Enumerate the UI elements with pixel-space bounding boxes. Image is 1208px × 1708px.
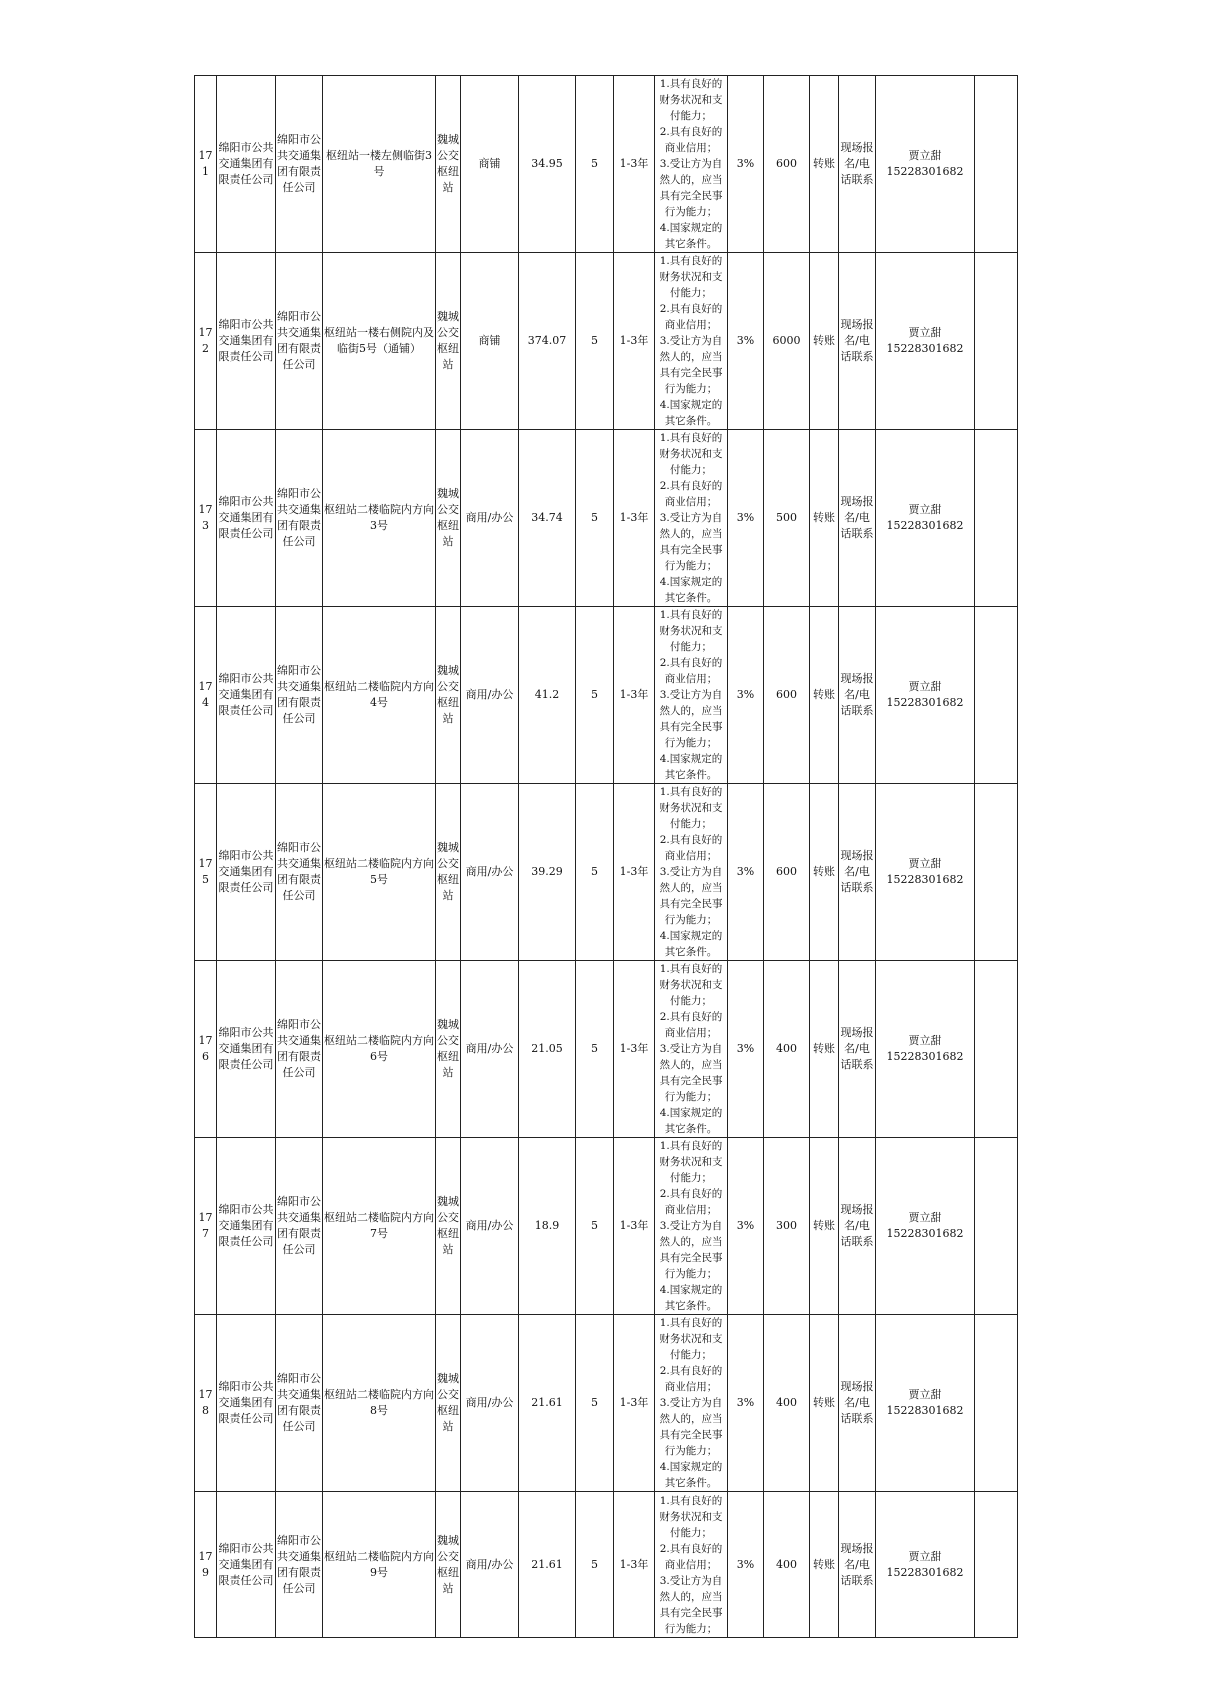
period-cell: 1-3年 — [614, 961, 655, 1138]
requirement-line: 具有完全民事 — [659, 898, 723, 910]
requirement-line: 其它条件。 — [664, 946, 718, 958]
requirement-line: 商业信用； — [664, 1558, 718, 1571]
contact-name: 贾立甜 — [908, 857, 942, 870]
note-cell — [975, 253, 1018, 430]
requirement-line: 财务状况和支 — [659, 448, 723, 460]
transferor-cell: 绵阳市公共交通集团有限责任公司 — [217, 1315, 276, 1492]
contact-phone: 15228301682 — [886, 519, 964, 532]
transferor-cell: 绵阳市公共交通集团有限责任公司 — [217, 784, 276, 961]
requirement-line: 商业信用； — [664, 850, 718, 862]
rate-cell: 3% — [728, 76, 764, 253]
requirement-line: 商业信用； — [664, 319, 718, 331]
rate-cell: 3% — [728, 1315, 764, 1492]
area-cell: 34.95 — [519, 76, 576, 253]
requirement-line: 3.受让方为自 — [659, 1574, 723, 1587]
contact-cell — [876, 784, 975, 961]
period-cell: 1-3年 — [614, 76, 655, 253]
usage-cell: 商用/办公 — [461, 430, 519, 607]
requirement-line: 3.受让方为自 — [659, 1043, 723, 1055]
usage-cell: 商用/办公 — [461, 607, 519, 784]
row-number-cell: 177 — [195, 1138, 217, 1315]
table-row — [195, 253, 1018, 430]
requirement-line: 1.具有良好的 — [659, 609, 723, 621]
lease-term-cell: 5 — [576, 1315, 614, 1492]
requirements-cell — [655, 1315, 728, 1492]
contact-cell — [876, 961, 975, 1138]
area-cell: 21.05 — [519, 961, 576, 1138]
requirement-line: 具有完全民事 — [659, 190, 723, 202]
requirements-cell — [655, 1138, 728, 1315]
contact-name: 贾立甜 — [908, 680, 942, 693]
payment-method-cell: 转账 — [810, 961, 839, 1138]
requirements-cell — [655, 76, 728, 253]
area-cell: 39.29 — [519, 784, 576, 961]
period-cell: 1-3年 — [614, 1315, 655, 1492]
signup-method-cell: 现场报名/电话联系 — [839, 961, 876, 1138]
lease-term-cell: 5 — [576, 784, 614, 961]
owner-cell: 绵阳市公共交通集团有限责任公司 — [276, 430, 323, 607]
lease-term-cell: 5 — [576, 430, 614, 607]
requirement-line: 财务状况和支 — [659, 94, 723, 106]
requirement-line: 财务状况和支 — [659, 1156, 723, 1168]
requirement-line: 然人的，应当 — [659, 705, 723, 717]
requirement-line: 4.国家规定的 — [659, 399, 723, 411]
station-cell: 魏城公交枢纽站 — [436, 430, 461, 607]
requirement-line: 1.具有良好的 — [659, 1494, 723, 1507]
requirement-line: 其它条件。 — [664, 415, 718, 427]
requirements-cell — [655, 430, 728, 607]
note-cell — [975, 76, 1018, 253]
requirement-line: 4.国家规定的 — [659, 1107, 723, 1119]
row-number-cell: 174 — [195, 607, 217, 784]
requirement-line: 2.具有良好的 — [659, 1542, 723, 1555]
owner-cell: 绵阳市公共交通集团有限责任公司 — [276, 607, 323, 784]
contact-cell — [876, 1315, 975, 1492]
contact-name: 贾立甜 — [908, 1549, 942, 1563]
row-number-cell: 179 — [195, 1492, 217, 1638]
row-number-cell: 175 — [195, 784, 217, 961]
station-cell: 魏城公交枢纽站 — [436, 784, 461, 961]
signup-method-cell: 现场报名/电话联系 — [839, 1492, 876, 1638]
lease-term-cell: 5 — [576, 253, 614, 430]
usage-cell: 商用/办公 — [461, 1315, 519, 1492]
requirement-line: 4.国家规定的 — [659, 222, 723, 234]
requirement-line: 然人的，应当 — [659, 528, 723, 540]
requirement-line: 2.具有良好的 — [659, 303, 723, 315]
requirement-line: 2.具有良好的 — [659, 657, 723, 669]
requirement-line: 行为能力； — [664, 206, 718, 218]
row-number-cell: 171 — [195, 76, 217, 253]
requirement-line: 商业信用； — [664, 1027, 718, 1039]
contact-cell — [876, 1138, 975, 1315]
requirement-line: 财务状况和支 — [659, 979, 723, 991]
rate-cell: 3% — [728, 253, 764, 430]
requirement-line: 然人的，应当 — [659, 351, 723, 363]
asset-location-cell: 枢纽站二楼临院内方向3号 — [323, 430, 436, 607]
lease-term-cell: 5 — [576, 1138, 614, 1315]
contact-name: 贾立甜 — [908, 1388, 942, 1401]
payment-method-cell: 转账 — [810, 607, 839, 784]
payment-method-cell: 转账 — [810, 1138, 839, 1315]
note-cell — [975, 1138, 1018, 1315]
station-cell: 魏城公交枢纽站 — [436, 961, 461, 1138]
requirement-line: 2.具有良好的 — [659, 1011, 723, 1023]
note-cell — [975, 607, 1018, 784]
deposit-cell: 400 — [764, 961, 810, 1138]
station-cell: 魏城公交枢纽站 — [436, 1492, 461, 1638]
note-cell — [975, 1315, 1018, 1492]
requirement-line: 1.具有良好的 — [659, 1317, 723, 1329]
row-number-cell: 172 — [195, 253, 217, 430]
deposit-cell: 6000 — [764, 253, 810, 430]
table-row — [195, 1138, 1018, 1315]
requirement-line: 具有完全民事 — [659, 1075, 723, 1087]
requirement-line: 财务状况和支 — [659, 625, 723, 637]
asset-location-cell: 枢纽站二楼临院内方向8号 — [323, 1315, 436, 1492]
requirements-cell — [655, 607, 728, 784]
transferor-cell: 绵阳市公共交通集团有限责任公司 — [217, 1138, 276, 1315]
table-row — [195, 961, 1018, 1138]
requirement-line: 4.国家规定的 — [659, 930, 723, 942]
requirements-cell — [655, 1492, 728, 1638]
payment-method-cell: 转账 — [810, 253, 839, 430]
requirement-line: 其它条件。 — [664, 592, 718, 604]
requirement-line: 财务状况和支 — [659, 271, 723, 283]
requirement-line: 3.受让方为自 — [659, 1397, 723, 1409]
requirement-line: 财务状况和支 — [659, 802, 723, 814]
rate-cell: 3% — [728, 1138, 764, 1315]
requirement-line: 具有完全民事 — [659, 1252, 723, 1264]
contact-name: 贾立甜 — [908, 326, 942, 339]
row-number-cell: 176 — [195, 961, 217, 1138]
requirement-line: 行为能力； — [664, 737, 718, 749]
requirement-line: 2.具有良好的 — [659, 1188, 723, 1200]
requirements-cell — [655, 784, 728, 961]
lease-term-cell: 5 — [576, 76, 614, 253]
requirement-line: 具有完全民事 — [659, 1429, 723, 1441]
contact-cell — [876, 253, 975, 430]
rate-cell: 3% — [728, 430, 764, 607]
owner-cell: 绵阳市公共交通集团有限责任公司 — [276, 961, 323, 1138]
requirement-line: 4.国家规定的 — [659, 1284, 723, 1296]
rate-cell: 3% — [728, 607, 764, 784]
requirement-line: 付能力； — [670, 1526, 712, 1539]
owner-cell: 绵阳市公共交通集团有限责任公司 — [276, 1138, 323, 1315]
asset-location-cell: 枢纽站二楼临院内方向7号 — [323, 1138, 436, 1315]
requirement-line: 付能力； — [670, 287, 712, 299]
requirement-line: 行为能力； — [664, 1622, 718, 1635]
requirement-line: 3.受让方为自 — [659, 335, 723, 347]
transferor-cell: 绵阳市公共交通集团有限责任公司 — [217, 961, 276, 1138]
requirement-line: 然人的，应当 — [659, 174, 723, 186]
requirement-line: 其它条件。 — [664, 769, 718, 781]
requirement-line: 然人的，应当 — [659, 882, 723, 894]
requirements-cell — [655, 253, 728, 430]
requirement-line: 付能力； — [670, 1172, 712, 1184]
station-cell: 魏城公交枢纽站 — [436, 253, 461, 430]
station-cell: 魏城公交枢纽站 — [436, 1315, 461, 1492]
rate-cell: 3% — [728, 1492, 764, 1638]
requirement-line: 其它条件。 — [664, 1477, 718, 1489]
signup-method-cell: 现场报名/电话联系 — [839, 784, 876, 961]
contact-phone: 15228301682 — [886, 1565, 964, 1579]
row-number-cell: 178 — [195, 1315, 217, 1492]
requirement-line: 行为能力； — [664, 383, 718, 395]
requirement-line: 具有完全民事 — [659, 1606, 723, 1619]
owner-cell: 绵阳市公共交通集团有限责任公司 — [276, 76, 323, 253]
contact-cell — [876, 607, 975, 784]
requirement-line: 其它条件。 — [664, 1300, 718, 1312]
owner-cell: 绵阳市公共交通集团有限责任公司 — [276, 784, 323, 961]
requirement-line: 付能力； — [670, 641, 712, 653]
transferor-cell: 绵阳市公共交通集团有限责任公司 — [217, 253, 276, 430]
requirement-line: 商业信用； — [664, 1381, 718, 1393]
table-row — [195, 76, 1018, 253]
requirement-line: 1.具有良好的 — [659, 786, 723, 798]
asset-location-cell: 枢纽站一楼左侧临街3号 — [323, 76, 436, 253]
requirement-line: 然人的，应当 — [659, 1413, 723, 1425]
rate-cell: 3% — [728, 961, 764, 1138]
requirement-line: 4.国家规定的 — [659, 1461, 723, 1473]
usage-cell: 商用/办公 — [461, 1138, 519, 1315]
requirement-line: 3.受让方为自 — [659, 1220, 723, 1232]
requirement-line: 1.具有良好的 — [659, 963, 723, 975]
requirement-line: 具有完全民事 — [659, 544, 723, 556]
requirement-line: 具有完全民事 — [659, 367, 723, 379]
requirement-line: 行为能力； — [664, 560, 718, 572]
lease-term-cell: 5 — [576, 607, 614, 784]
contact-phone: 15228301682 — [886, 873, 964, 886]
usage-cell: 商用/办公 — [461, 1492, 519, 1638]
requirement-line: 2.具有良好的 — [659, 126, 723, 138]
contact-phone: 15228301682 — [886, 696, 964, 709]
asset-location-cell: 枢纽站二楼临院内方向6号 — [323, 961, 436, 1138]
period-cell: 1-3年 — [614, 430, 655, 607]
area-cell: 21.61 — [519, 1315, 576, 1492]
requirement-line: 然人的，应当 — [659, 1590, 723, 1603]
contact-name: 贾立甜 — [908, 1034, 942, 1047]
payment-method-cell: 转账 — [810, 430, 839, 607]
transferor-cell: 绵阳市公共交通集团有限责任公司 — [217, 430, 276, 607]
table-row — [195, 607, 1018, 784]
requirement-line: 行为能力； — [664, 1091, 718, 1103]
requirement-line: 3.受让方为自 — [659, 512, 723, 524]
requirement-line: 商业信用； — [664, 1204, 718, 1216]
requirement-line: 4.国家规定的 — [659, 753, 723, 765]
area-cell: 34.74 — [519, 430, 576, 607]
contact-phone: 15228301682 — [886, 342, 964, 355]
station-cell: 魏城公交枢纽站 — [436, 76, 461, 253]
row-number-cell: 173 — [195, 430, 217, 607]
requirement-line: 然人的，应当 — [659, 1236, 723, 1248]
contact-name: 贾立甜 — [908, 503, 942, 516]
note-cell — [975, 430, 1018, 607]
signup-method-cell: 现场报名/电话联系 — [839, 1138, 876, 1315]
requirement-line: 1.具有良好的 — [659, 78, 723, 90]
deposit-cell: 400 — [764, 1492, 810, 1638]
transferor-cell: 绵阳市公共交通集团有限责任公司 — [217, 1492, 276, 1638]
rate-cell: 3% — [728, 784, 764, 961]
requirement-line: 2.具有良好的 — [659, 1365, 723, 1377]
contact-phone: 15228301682 — [886, 165, 964, 178]
requirement-line: 1.具有良好的 — [659, 255, 723, 267]
requirement-line: 付能力； — [670, 110, 712, 122]
contact-name: 贾立甜 — [908, 149, 942, 162]
deposit-cell: 600 — [764, 76, 810, 253]
usage-cell: 商铺 — [461, 76, 519, 253]
area-cell: 374.07 — [519, 253, 576, 430]
contact-phone: 15228301682 — [886, 1404, 964, 1417]
requirement-line: 2.具有良好的 — [659, 834, 723, 846]
requirement-line: 2.具有良好的 — [659, 480, 723, 492]
requirement-line: 1.具有良好的 — [659, 432, 723, 444]
usage-cell: 商用/办公 — [461, 961, 519, 1138]
payment-method-cell: 转账 — [810, 1492, 839, 1638]
signup-method-cell: 现场报名/电话联系 — [839, 253, 876, 430]
contact-cell — [876, 1492, 975, 1638]
owner-cell: 绵阳市公共交通集团有限责任公司 — [276, 253, 323, 430]
note-cell — [975, 1492, 1018, 1638]
requirement-line: 付能力； — [670, 464, 712, 476]
period-cell: 1-3年 — [614, 1138, 655, 1315]
requirement-line: 3.受让方为自 — [659, 689, 723, 701]
requirement-line: 然人的，应当 — [659, 1059, 723, 1071]
signup-method-cell: 现场报名/电话联系 — [839, 607, 876, 784]
table-row — [195, 1492, 1018, 1638]
requirement-line: 付能力； — [670, 1349, 712, 1361]
contact-phone: 15228301682 — [886, 1050, 964, 1063]
contact-name: 贾立甜 — [908, 1211, 942, 1224]
requirement-line: 行为能力； — [664, 914, 718, 926]
period-cell: 1-3年 — [614, 1492, 655, 1638]
owner-cell: 绵阳市公共交通集团有限责任公司 — [276, 1492, 323, 1638]
table-row — [195, 784, 1018, 961]
signup-method-cell: 现场报名/电话联系 — [839, 76, 876, 253]
payment-method-cell: 转账 — [810, 1315, 839, 1492]
station-cell: 魏城公交枢纽站 — [436, 607, 461, 784]
deposit-cell: 400 — [764, 1315, 810, 1492]
requirement-line: 1.具有良好的 — [659, 1140, 723, 1152]
deposit-cell: 600 — [764, 607, 810, 784]
requirement-line: 财务状况和支 — [659, 1333, 723, 1345]
asset-location-cell: 枢纽站二楼临院内方向4号 — [323, 607, 436, 784]
transferor-cell: 绵阳市公共交通集团有限责任公司 — [217, 607, 276, 784]
table-row — [195, 1315, 1018, 1492]
contact-cell — [876, 430, 975, 607]
period-cell: 1-3年 — [614, 607, 655, 784]
station-cell: 魏城公交枢纽站 — [436, 1138, 461, 1315]
asset-location-cell: 枢纽站一楼右侧院内及临街5号（通铺） — [323, 253, 436, 430]
signup-method-cell: 现场报名/电话联系 — [839, 1315, 876, 1492]
signup-method-cell: 现场报名/电话联系 — [839, 430, 876, 607]
payment-method-cell: 转账 — [810, 76, 839, 253]
contact-cell — [876, 76, 975, 253]
requirement-line: 付能力； — [670, 818, 712, 830]
transferor-cell: 绵阳市公共交通集团有限责任公司 — [217, 76, 276, 253]
asset-location-cell: 枢纽站二楼临院内方向5号 — [323, 784, 436, 961]
deposit-cell: 500 — [764, 430, 810, 607]
requirements-cell — [655, 961, 728, 1138]
period-cell: 1-3年 — [614, 253, 655, 430]
requirement-line: 商业信用； — [664, 496, 718, 508]
requirement-line: 4.国家规定的 — [659, 576, 723, 588]
requirement-line: 商业信用； — [664, 673, 718, 685]
area-cell: 41.2 — [519, 607, 576, 784]
period-cell: 1-3年 — [614, 784, 655, 961]
note-cell — [975, 784, 1018, 961]
owner-cell: 绵阳市公共交通集团有限责任公司 — [276, 1315, 323, 1492]
payment-method-cell: 转账 — [810, 784, 839, 961]
asset-location-cell: 枢纽站二楼临院内方向9号 — [323, 1492, 436, 1638]
note-cell — [975, 961, 1018, 1138]
lease-term-cell: 5 — [576, 961, 614, 1138]
requirement-line: 3.受让方为自 — [659, 866, 723, 878]
asset-listing-table — [194, 75, 1018, 1638]
requirement-line: 商业信用； — [664, 142, 718, 154]
contact-phone: 15228301682 — [886, 1227, 964, 1240]
requirement-line: 具有完全民事 — [659, 721, 723, 733]
requirement-line: 其它条件。 — [664, 238, 718, 250]
usage-cell: 商铺 — [461, 253, 519, 430]
table-row — [195, 430, 1018, 607]
deposit-cell: 600 — [764, 784, 810, 961]
requirement-line: 财务状况和支 — [659, 1510, 723, 1523]
lease-term-cell: 5 — [576, 1492, 614, 1638]
requirement-line: 3.受让方为自 — [659, 158, 723, 170]
requirement-line: 行为能力； — [664, 1445, 718, 1457]
area-cell: 18.9 — [519, 1138, 576, 1315]
area-cell: 21.61 — [519, 1492, 576, 1638]
usage-cell: 商用/办公 — [461, 784, 519, 961]
deposit-cell: 300 — [764, 1138, 810, 1315]
requirement-line: 付能力； — [670, 995, 712, 1007]
requirement-line: 其它条件。 — [664, 1123, 718, 1135]
requirement-line: 行为能力； — [664, 1268, 718, 1280]
